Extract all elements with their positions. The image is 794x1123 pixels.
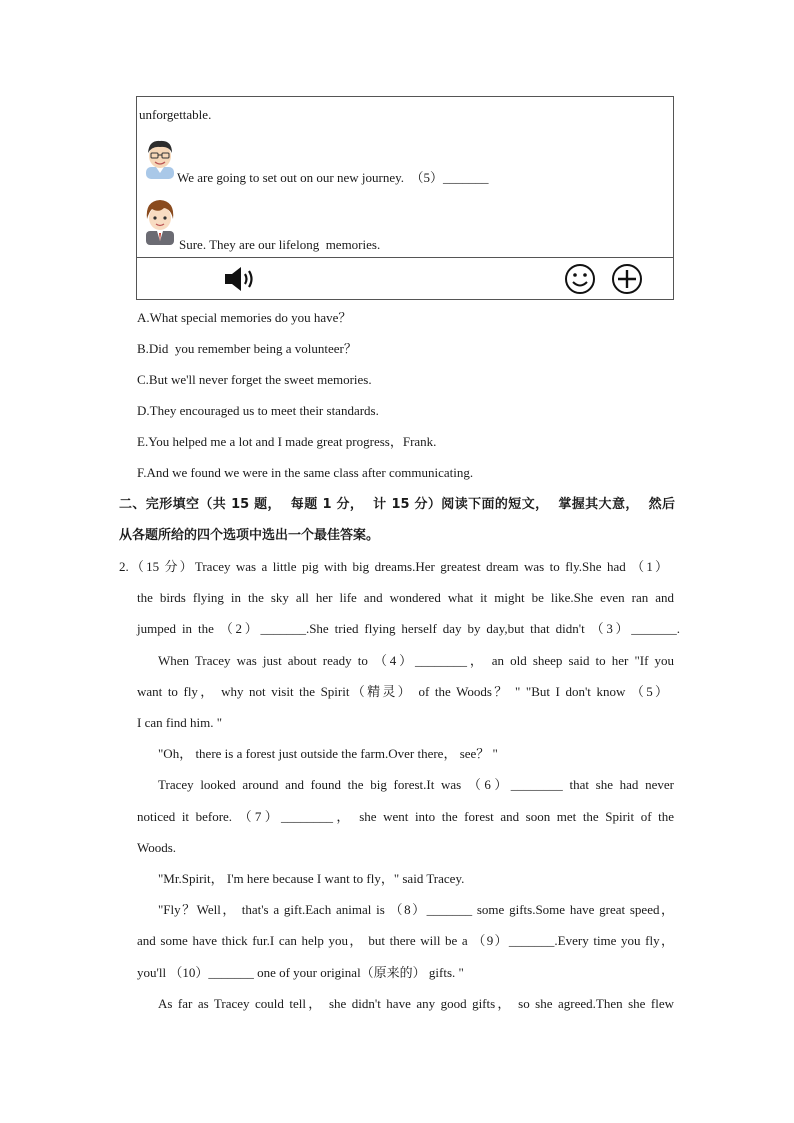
passage-line: Woods. — [137, 840, 177, 855]
option-b: B.Did you remember being a volunteer？ — [137, 341, 357, 356]
add-circle-icon[interactable] — [611, 263, 643, 300]
passage-line: want to fly， why not visit the Spirit（精灵） of the Woods？ " "But I don't know （5） — [137, 684, 668, 699]
dialogue-messages — [137, 97, 673, 257]
option-c: C.But we'll never forget the sweet memories. — [137, 372, 372, 387]
speaker-icon[interactable] — [223, 264, 257, 299]
passage-line: As far as Tracey could tell， she didn't have any good gifts， so she agreed.Then she flew — [158, 996, 674, 1011]
passage-line: When Tracey was just about ready to （4）________， an old sheep said to her "If you — [158, 653, 674, 668]
passage-line: noticed it before. （7）________， she went into the forest and soon met the Spirit of the — [137, 809, 674, 824]
passage-line: I can find him. " — [137, 715, 223, 730]
passage-line: the birds flying in the sky all her life and wondered what it might be like.She even ran and — [137, 590, 674, 605]
section-heading-line-2: 从各题所给的四个选项中选出一个最佳答案。 — [119, 528, 380, 543]
avatar-man-icon — [142, 137, 178, 179]
passage-line: Tracey looked around and found the big forest.It was （6）________ that she had never — [158, 777, 674, 792]
dialogue-message-1: We are going to set out on our new journey. （5）_______ — [177, 170, 489, 185]
option-e: E.You helped me a lot and I made great progress，Frank. — [137, 434, 437, 449]
smiley-icon[interactable] — [564, 263, 596, 300]
dialogue-toolbar — [137, 257, 673, 300]
dialogue-box — [136, 96, 674, 300]
passage-line: "Mr.Spirit， I'm here because I want to fly，" said Tracey. — [158, 871, 465, 886]
passage-line: jumped in the （2）_______.She tried flying herself day by day,but that didn't （3）_______. — [137, 621, 680, 636]
passage-line: you'll （10）_______ one of your original（原来的） gifts. " — [137, 965, 464, 980]
passage-line: "Fly？Well， that's a gift.Each animal is （8）_______ some gifts.Some have great speed， — [158, 902, 674, 917]
dialogue-message-2: Sure. They are our lifelong memories. — [179, 237, 381, 252]
option-f: F.And we found we were in the same class after communicating. — [137, 465, 474, 480]
option-d: D.They encouraged us to meet their standards. — [137, 403, 379, 418]
avatar-boy-icon — [142, 197, 178, 245]
dialogue-text-fragment: unforgettable. — [139, 107, 212, 122]
passage-line: and some have thick fur.I can help you， but there will be a （9）_______.Every time you fly， — [137, 933, 674, 948]
section-heading-line-1: 二、完形填空（共 15 题， 每题 1 分， 计 15 分）阅读下面的短文， 掌握其大意， 然后 — [119, 497, 675, 512]
option-a: A.What special memories do you have？ — [137, 310, 352, 325]
passage-line: 2.（15 分）Tracey was a little pig with big dreams.Her greatest dream was to fly.She had （1） — [119, 559, 668, 574]
passage-line: "Oh， there is a forest just outside the farm.Over there， see？ " — [158, 746, 498, 761]
